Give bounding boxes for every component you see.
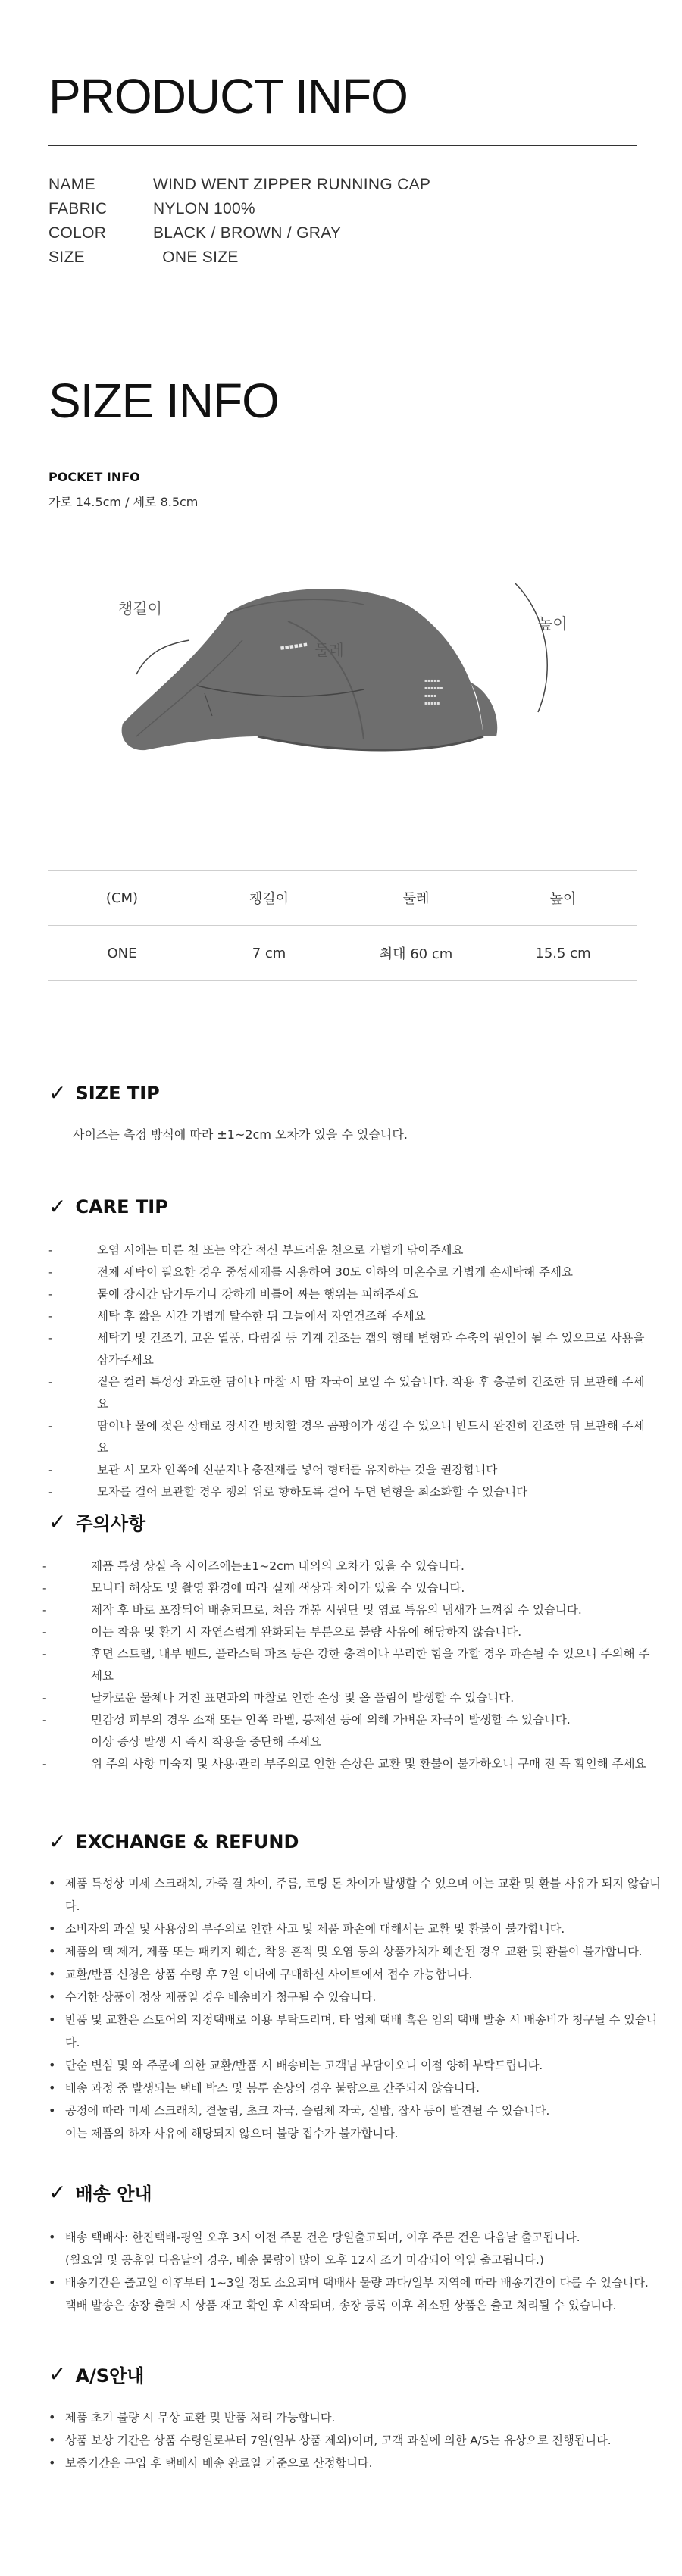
list-item (48, 1918, 662, 1940)
spec-value: NYLON 100% (153, 200, 255, 217)
pocket-info-title: POCKET INFO (48, 470, 140, 484)
list-item (42, 1555, 656, 1577)
dash-marker: - (48, 1309, 53, 1323)
bullet-icon: • (48, 2456, 56, 2470)
list-item (48, 2077, 662, 2099)
table-header-cell: (CM) (48, 871, 196, 926)
exchange-list (48, 1872, 662, 2145)
table-cell: 최대 60 cm (343, 926, 490, 981)
svg-text:▪▪▪▪▪▪: ▪▪▪▪▪▪ (424, 686, 443, 691)
item-continuation: (월요일 및 공휴일 다음날의 경우, 배송 물량이 많아 오후 12시 조기 마감되어 익일 출고됩니다.) (65, 2253, 544, 2267)
spec-key: SIZE (48, 249, 85, 266)
dash-marker: - (48, 1331, 53, 1345)
section-title-text: CARE TIP (75, 1196, 168, 1218)
table-cell: 7 cm (196, 926, 343, 981)
svg-text:▪▪▪▪▪: ▪▪▪▪▪ (424, 678, 440, 683)
bullet-icon: • (48, 2410, 56, 2424)
check-icon: ✓ (48, 1080, 67, 1105)
dash-marker: - (48, 1485, 53, 1499)
label-circumference: 둘레 (314, 641, 344, 659)
caution-title (48, 1508, 145, 1535)
list-item (42, 1753, 656, 1775)
dash-marker: - (48, 1287, 53, 1301)
dash-marker: - (42, 1647, 47, 1661)
list-item (42, 1577, 656, 1599)
list-item (48, 1283, 655, 1305)
list-item (48, 1481, 655, 1503)
list-item (48, 1327, 655, 1371)
list-item (48, 1415, 655, 1459)
spec-value: ONE SIZE (153, 249, 239, 266)
list-item (48, 2009, 662, 2054)
size-tip-text: 사이즈는 측정 방식에 따라 ±1~2cm 오차가 있을 수 있습니다. (73, 1127, 408, 1142)
list-item (48, 1963, 662, 1986)
dash-marker: - (48, 1419, 53, 1433)
spec-key: FABRIC (48, 200, 108, 217)
list-item (48, 1240, 655, 1261)
item-text: 공정에 따라 미세 스크래치, 결눌림, 초크 자국, 슬립체 자국, 실밥, 잡사 등이 발견될 수 있습니다. (65, 2104, 550, 2118)
check-icon: ✓ (48, 1194, 67, 1219)
check-icon: ✓ (48, 2180, 67, 2205)
svg-text:▪▪▪▪: ▪▪▪▪ (424, 693, 437, 699)
item-text: 배송 과정 중 발생되는 택배 박스 및 봉투 손상의 경우 불량으로 간주되지 않습니다. (65, 2081, 480, 2095)
item-text: 제품 특성상 미세 스크래치, 가죽 결 차이, 주름, 코팅 톤 차이가 발생할 수 있으며 이는 교환 및 환불 사유가 되지 않습니다. (65, 1877, 661, 1913)
item-text: 교환/반품 신청은 상품 수령 후 7일 이내에 구매하신 사이트에서 접수 가능합니다. (65, 1968, 473, 1981)
item-text: 배송 택배사: 한진택배-평일 오후 3시 이전 주문 건은 당일출고되며, 이후 주문 건은 다음날 출고됩니다. (65, 2231, 580, 2244)
list-item (42, 1621, 656, 1643)
check-icon: ✓ (48, 2362, 67, 2387)
section-title-text: EXCHANGE & REFUND (75, 1830, 299, 1852)
item-continuation: 이는 제품의 하자 사유에 해당되지 않으며 불량 접수가 불가합니다. (65, 2127, 399, 2140)
list-item (42, 1687, 656, 1709)
item-text: 제품의 택 제거, 제품 또는 패키지 훼손, 착용 흔적 및 오염 등의 상품가치가 훼손된 경우 교환 및 환불이 불가합니다. (65, 1945, 643, 1959)
bullet-icon: • (48, 2080, 56, 2095)
item-text: 위 주의 사항 미숙지 및 사용·관리 부주의로 인한 손상은 교환 및 환불이 불가하오니 구매 전 꼭 확인해 주세요 (91, 1757, 646, 1771)
svg-text:▪▪▪▪▪: ▪▪▪▪▪ (424, 701, 440, 706)
item-text: 반품 및 교환은 스토어의 지정택배로 이용 부탁드리며, 타 업체 택배 혹은 임의 택배 발송 시 배송비가 청구될 수 있습니다. (65, 2013, 658, 2049)
cap-size-diagram (114, 568, 599, 796)
table-header-cell: 높이 (490, 871, 637, 926)
spec-key: NAME (48, 176, 95, 193)
item-text: 땀이나 물에 젖은 상태로 장시간 방치할 경우 곰팡이가 생길 수 있으니 반드시 완전히 건조한 뒤 보관해 주세요 (97, 1419, 645, 1455)
check-icon: ✓ (48, 1829, 67, 1854)
dash-marker: - (42, 1757, 47, 1771)
list-item (48, 2452, 662, 2474)
item-text: 세탁 후 짧은 시간 가볍게 탈수한 뒤 그늘에서 자연건조해 주세요 (97, 1309, 426, 1323)
as-list (48, 2406, 662, 2474)
label-brim: 챙길이 (118, 599, 162, 617)
list-item (48, 2406, 662, 2429)
item-text: 후면 스트랩, 내부 밴드, 플라스틱 파츠 등은 강한 충격이나 무리한 힘을 가할 경우 파손될 수 있으니 주의해 주세요 (91, 1647, 650, 1683)
table-cell: 15.5 cm (490, 926, 637, 981)
list-item (48, 1305, 655, 1327)
dash-marker: - (42, 1603, 47, 1617)
size-table-row (48, 926, 637, 981)
item-text: 수거한 상품이 정상 제품일 경우 배송비가 청구될 수 있습니다. (65, 1990, 377, 2004)
list-item (42, 1599, 656, 1621)
dash-marker: - (48, 1375, 53, 1389)
dash-marker: - (42, 1691, 47, 1705)
item-text: 오염 시에는 마른 천 또는 약간 적신 부드러운 천으로 가볍게 닦아주세요 (97, 1243, 464, 1257)
table-cell: ONE (48, 926, 196, 981)
size-tip-title (48, 1080, 160, 1105)
item-continuation: 이상 증상 발생 시 즉시 착용을 중단해 주세요 (91, 1735, 322, 1749)
bullet-icon: • (48, 2012, 56, 2027)
item-text: 보관 시 모자 안쪽에 신문지나 충전재를 넣어 형태를 유지하는 것을 권장합니다 (97, 1463, 498, 1477)
product-spec-list (48, 173, 637, 270)
item-text: 배송기간은 출고일 이후부터 1~3일 정도 소요되며 택배사 물량 과다/일부 지역에 따라 배송기간이 다를 수 있습니다. (65, 2276, 649, 2290)
dash-marker: - (42, 1559, 47, 1573)
list-item (48, 1261, 655, 1283)
delivery-title (48, 2179, 152, 2206)
item-text: 보증기간은 구입 후 택배사 배송 완료일 기준으로 산정합니다. (65, 2456, 373, 2470)
list-item (48, 2429, 662, 2452)
list-item (48, 2099, 662, 2145)
item-text: 전체 세탁이 필요한 경우 중성세제를 사용하여 30도 이하의 미온수로 가볍게 손세탁해 주세요 (97, 1265, 573, 1279)
item-text: 모니터 해상도 및 촬영 환경에 따라 실제 색상과 차이가 있을 수 있습니다. (91, 1581, 465, 1595)
bullet-icon: • (48, 2433, 56, 2447)
item-text: 민감성 피부의 경우 소재 또는 안쪽 라벨, 봉제선 등에 의해 가벼운 자극이 발생할 수 있습니다. (91, 1713, 571, 1727)
item-text: 단순 변심 및 와 주문에 의한 교환/반품 시 배송비는 고객님 부담이오니 이점 양해 부탁드립니다. (65, 2059, 543, 2072)
dash-marker: - (42, 1581, 47, 1595)
item-text: 물에 장시간 담가두거나 강하게 비틀어 짜는 행위는 피해주세요 (97, 1287, 418, 1301)
spec-key: COLOR (48, 224, 107, 242)
list-item (48, 1459, 655, 1481)
section-title-text: SIZE TIP (75, 1082, 160, 1104)
size-table-header (48, 871, 637, 926)
bullet-icon: • (48, 1944, 56, 1959)
cap-illustration (122, 589, 498, 750)
spec-row-fabric (48, 197, 637, 221)
product-info-title: PRODUCT INFO (48, 69, 408, 123)
care-tip-list (48, 1240, 655, 1503)
bullet-icon: • (48, 1876, 56, 1890)
item-text: 제작 후 바로 포장되어 배송되므로, 처음 개봉 시원단 및 염료 특유의 냄새가 느껴질 수 있습니다. (91, 1603, 582, 1617)
item-text: 상품 보상 기간은 상품 수령일로부터 7일(일부 상품 제외)이며, 고객 과실에 의한 A/S는 유상으로 진행됩니다. (65, 2434, 612, 2447)
spec-value: WIND WENT ZIPPER RUNNING CAP (153, 176, 431, 193)
item-text: 소비자의 과실 및 사용상의 부주의로 인한 사고 및 제품 파손에 대해서는 교환 및 환불이 불가합니다. (65, 1922, 565, 1936)
bullet-icon: • (48, 2103, 56, 2118)
list-item (48, 2226, 662, 2271)
list-item (48, 1872, 662, 1918)
item-text: 모자를 걸어 보관할 경우 챙의 위로 향하도록 걸어 두면 변형을 최소화할 수 있습니다 (97, 1485, 528, 1499)
item-text: 짙은 컬러 특성상 과도한 땀이나 마찰 시 땀 자국이 보일 수 있습니다. 착용 후 충분히 건조한 뒤 보관해 주세요 (97, 1375, 645, 1411)
title-divider (48, 145, 637, 146)
dash-marker: - (48, 1265, 53, 1279)
svg-text:▪▪▪▪▪▪: ▪▪▪▪▪▪ (280, 640, 308, 652)
delivery-list (48, 2226, 662, 2317)
item-text: 날카로운 물체나 거친 표면과의 마찰로 인한 손상 및 올 풀림이 발생할 수 있습니다. (91, 1691, 515, 1705)
spec-value: BLACK / BROWN / GRAY (153, 224, 342, 242)
list-item (48, 2271, 662, 2317)
item-continuation: 택배 발송은 송장 출력 시 상품 재고 확인 후 시작되며, 송장 등록 이후 취소된 상품은 출고 처리될 수 있습니다. (65, 2299, 617, 2312)
section-title-text: 배송 안내 (75, 2184, 152, 2205)
section-title-text: A/S안내 (75, 2365, 145, 2387)
bullet-icon: • (48, 2058, 56, 2072)
spec-row-color (48, 221, 637, 245)
bullet-icon: • (48, 2275, 56, 2290)
size-info-title: SIZE INFO (48, 374, 279, 428)
bullet-icon: • (48, 1990, 56, 2004)
list-item (42, 1709, 656, 1753)
list-item (48, 1371, 655, 1415)
dash-marker: - (48, 1243, 53, 1257)
care-tip-title (48, 1194, 168, 1219)
exchange-title (48, 1829, 299, 1854)
bullet-icon: • (48, 1967, 56, 1981)
pocket-info-text: 가로 14.5cm / 세로 8.5cm (48, 495, 199, 509)
size-table (48, 870, 637, 981)
dash-marker: - (42, 1713, 47, 1727)
list-item (48, 1940, 662, 1963)
item-text: 제품 특성 상실 측 사이즈에는±1~2cm 내외의 오차가 있을 수 있습니다. (91, 1559, 465, 1573)
bullet-icon: • (48, 1921, 56, 1936)
label-height: 높이 (538, 614, 568, 633)
spec-row-name (48, 173, 637, 197)
list-item (48, 1986, 662, 2009)
check-icon: ✓ (48, 1509, 67, 1534)
table-header-cell: 챙길이 (196, 871, 343, 926)
spec-row-size (48, 245, 637, 270)
dash-marker: - (48, 1463, 53, 1477)
bullet-icon: • (48, 2230, 56, 2244)
table-header-cell: 둘레 (343, 871, 490, 926)
caution-list (42, 1555, 656, 1775)
list-item (42, 1643, 656, 1687)
item-text: 제품 초기 불량 시 무상 교환 및 반품 처리 가능합니다. (65, 2411, 336, 2424)
as-title (48, 2361, 144, 2387)
dash-marker: - (42, 1625, 47, 1639)
section-title-text: 주의사항 (75, 1513, 146, 1534)
list-item (48, 2054, 662, 2077)
item-text: 이는 착용 및 환기 시 자연스럽게 완화되는 부분으로 불량 사유에 해당하지 않습니다. (91, 1625, 522, 1639)
item-text: 세탁기 및 건조기, 고온 열풍, 다림질 등 기계 건조는 캡의 형태 변형과 수축의 원인이 될 수 있으므로 사용을 삼가주세요 (97, 1331, 645, 1367)
